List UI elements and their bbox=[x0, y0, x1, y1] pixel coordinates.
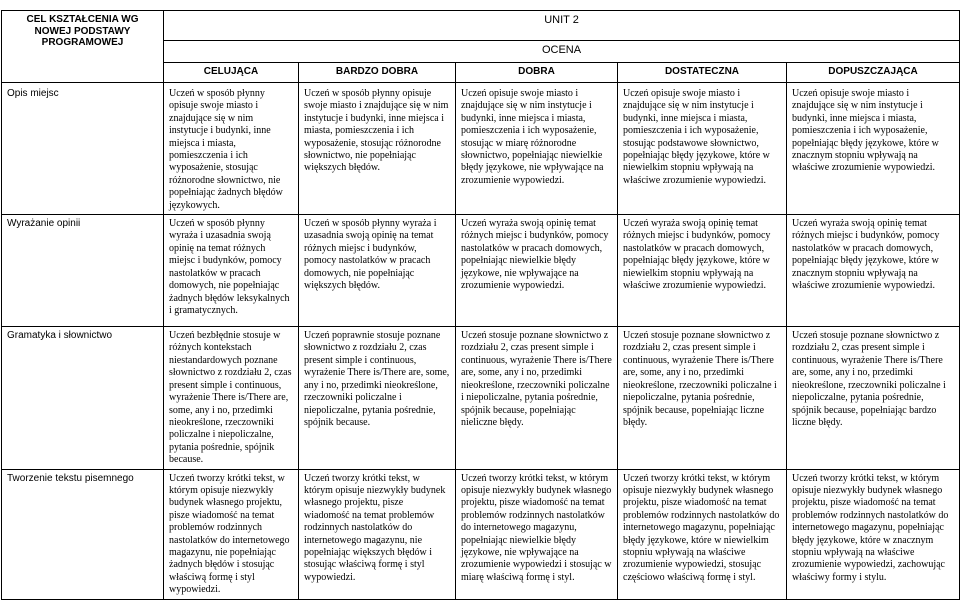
criteria-cell: Uczeń stosuje poznane słownictwo z rozdziału 2, czas present simple i continuous, wyrażenie There is/There are, some, any i no, przedimki nieokreślone, rzeczowniki policzalne i niepoliczalne, pytania pośrednie, spójnik because, popełniając liczne błędy. bbox=[618, 327, 787, 469]
grade-bardzo-dobra: BARDZO DOBRA bbox=[299, 63, 456, 83]
grade-celujaca: CELUJĄCA bbox=[164, 63, 299, 83]
criteria-cell: Uczeń poprawnie stosuje poznane słownictwo z rozdziału 2, czas present simple i continuous, wyrażenie There is/There are, some, any i no, przedimki nieokreślone, rzeczowniki policzalne i niepoliczalne, pytania pośrednie, spójnik because. bbox=[299, 327, 456, 469]
criteria-cell: Uczeń opisuje swoje miasto i znajdujące się w nim instytucje i budynki, inne miejsca i miasta, pomieszczenia i ich wyposażenie, stosując w miarę różnorodne słownictwo, popełniając niewielkie błędy językowe, nie wpływające na zrozumienie wypowiedzi. bbox=[456, 83, 618, 215]
row-label: Opis miejsc bbox=[2, 83, 164, 215]
criteria-cell: Uczeń tworzy krótki tekst, w którym opisuje niezwykły budynek własnego projektu, pisze wiadomość na temat problemów rodzinnych nastolatków do internetowego magazynu, nie popełniając większych błędów i stosując właściwą formę i styl wypowiedzi. bbox=[299, 469, 456, 599]
learning-objective-header bbox=[2, 11, 164, 83]
row-label: Gramatyka i słownictwo bbox=[2, 327, 164, 469]
cel-line-1: CEL KSZTAŁCENIA WG bbox=[26, 14, 139, 25]
criteria-cell: Uczeń w sposób płynny wyraża i uzasadnia swoją opinię na temat różnych miejsc i budynków, pomocy nastolatków w pracach domowych, nie popełniając większych błędów. bbox=[299, 215, 456, 327]
criteria-cell: Uczeń wyraża swoją opinię temat różnych miejsc i budynków, pomocy nastolatków w pracach domowych, popełniając błędy językowe, które w niewielkim stopniu wpływają na właściwe zrozumienie wypowiedzi. bbox=[618, 215, 787, 327]
grade-header: OCENA bbox=[164, 41, 960, 63]
table-row bbox=[2, 469, 960, 599]
table-row bbox=[2, 215, 960, 327]
criteria-cell: Uczeń tworzy krótki tekst, w którym opisuje niezwykły budynek własnego projektu, pisze wiadomość na temat problemów rodzinnych nastolatków do internetowego magazynu, popełniając błędy językowe, które w niewielkim stopniu wpływają na właściwe zrozumienie wypowiedzi, stosując częściowo właściwą formę i styl. bbox=[618, 469, 787, 599]
criteria-cell: Uczeń opisuje swoje miasto i znajdujące się w nim instytucje i budynki, inne miejsca i miasta, pomieszczenia i ich wyposażenie, stosując podstawowe słownictwo, popełniając błędy językowe, które w niewielkim stopniu wpływają na właściwe zrozumienie wypowiedzi. bbox=[618, 83, 787, 215]
criteria-cell: Uczeń w sposób płynny opisuje swoje miasto i znajdujące się w nim instytucje i budynki, inne miejsca i miasta, pomieszczenia i ich wyposażenie, stosując różnorodne słownictwo, nie popełniając większych błędów. bbox=[299, 83, 456, 215]
criteria-cell: Uczeń wyraża swoją opinię temat różnych miejsc i budynków, pomocy nastolatków w pracach domowych, popełniając błędy językowe, które w znacznym stopniu wpływają na właściwe zrozumienie wypowiedzi. bbox=[787, 215, 960, 327]
criteria-cell: Uczeń w sposób płynny wyraża i uzasadnia swoją opinię na temat różnych miejsc i budynków, pomocy nastolatków w pracach domowych, nie popełniając żadnych błędów leksykalnych i gramatycznych. bbox=[164, 215, 299, 327]
cel-line-2: NOWEJ PODSTAWY bbox=[34, 25, 131, 37]
row-label: Tworzenie tekstu pisemnego bbox=[2, 469, 164, 599]
unit-title: UNIT 2 bbox=[164, 11, 960, 41]
criteria-cell: Uczeń bezbłędnie stosuje w różnych kontekstach niestandardowych poznane słownictwo z rozdziału 2, czas present simple i continuous, wyrażenie There is/There are, some, any i no, przedimki nieokreślone, rzeczowniki policzalne i niepoliczalne, pytania pośrednie, spójnik because. bbox=[164, 327, 299, 469]
grading-criteria-table bbox=[1, 10, 960, 600]
criteria-cell: Uczeń tworzy krótki tekst, w którym opisuje niezwykły budynek własnego projektu, pisze wiadomość na temat problemów rodzinnych nastolatków do internetowego magazynu, popełniając niewielkie błędy językowe, nie wpływające na zrozumienie wypowiedzi i stosując w miarę właściwą formę i styl. bbox=[456, 469, 618, 599]
grade-dobra: DOBRA bbox=[456, 63, 618, 83]
criteria-cell: Uczeń stosuje poznane słownictwo z rozdziału 2, czas present simple i continuous, wyrażenie There is/There are, some, any i no, przedimki nieokreślone, rzeczowniki policzalne i niepoliczalne, pytania pośrednie, spójnik because, popełniając nieliczne błędy. bbox=[456, 327, 618, 469]
criteria-cell: Uczeń tworzy krótki tekst, w którym opisuje niezwykły budynek własnego projektu, pisze wiadomość na temat problemów rodzinnych nastolatków do internetowego magazynu, popełniając błędy językowe, które w znacznym stopniu wpływają na właściwe zrozumienie wypowiedzi, zachowując właściwy formy i stylu. bbox=[787, 469, 960, 599]
grade-dostateczna: DOSTATECZNA bbox=[618, 63, 787, 83]
criteria-cell: Uczeń tworzy krótki tekst, w którym opisuje niezwykły budynek własnego projektu, pisze wiadomość na temat problemów rodzinnych nastolatków do internetowego magazynu, nie popełniając żadnych błędów i stosując właściwą formę i styl wypowiedzi. bbox=[164, 469, 299, 599]
row-label: Wyrażanie opinii bbox=[2, 215, 164, 327]
criteria-cell: Uczeń stosuje poznane słownictwo z rozdziału 2, czas present simple i continuous, wyrażenie There is/There are, some, any i no, przedimki nieokreślone, rzeczowniki policzalne i niepoliczalne, pytania pośrednie, spójnik because, popełniając bardzo liczne błędy. bbox=[787, 327, 960, 469]
criteria-cell: Uczeń wyraża swoją opinię temat różnych miejsc i budynków, pomocy nastolatków w pracach domowych, popełniając niewielkie błędy językowe, nie wpływające na zrozumienie wypowiedzi. bbox=[456, 215, 618, 327]
table-row bbox=[2, 83, 960, 215]
criteria-cell: Uczeń opisuje swoje miasto i znajdujące się w nim instytucje i budynki, inne miejsca i miasta, pomieszczenia i ich wyposażenie, popełniając błędy językowe, które w znacznym stopniu wpływają na właściwe zrozumienie wypowiedzi. bbox=[787, 83, 960, 215]
table-row bbox=[2, 327, 960, 469]
cel-line-3: PROGRAMOWEJ bbox=[41, 37, 124, 48]
grade-dopuszczajaca: DOPUSZCZAJĄCA bbox=[787, 63, 960, 83]
criteria-cell: Uczeń w sposób płynny opisuje swoje miasto i znajdujące się w nim instytucje i budynki, inne miejsca i miasta, pomieszczenia i ich wyposażenie, stosując różnorodne słownictwo, nie popełniając żadnych błędów językowych. bbox=[164, 83, 299, 215]
